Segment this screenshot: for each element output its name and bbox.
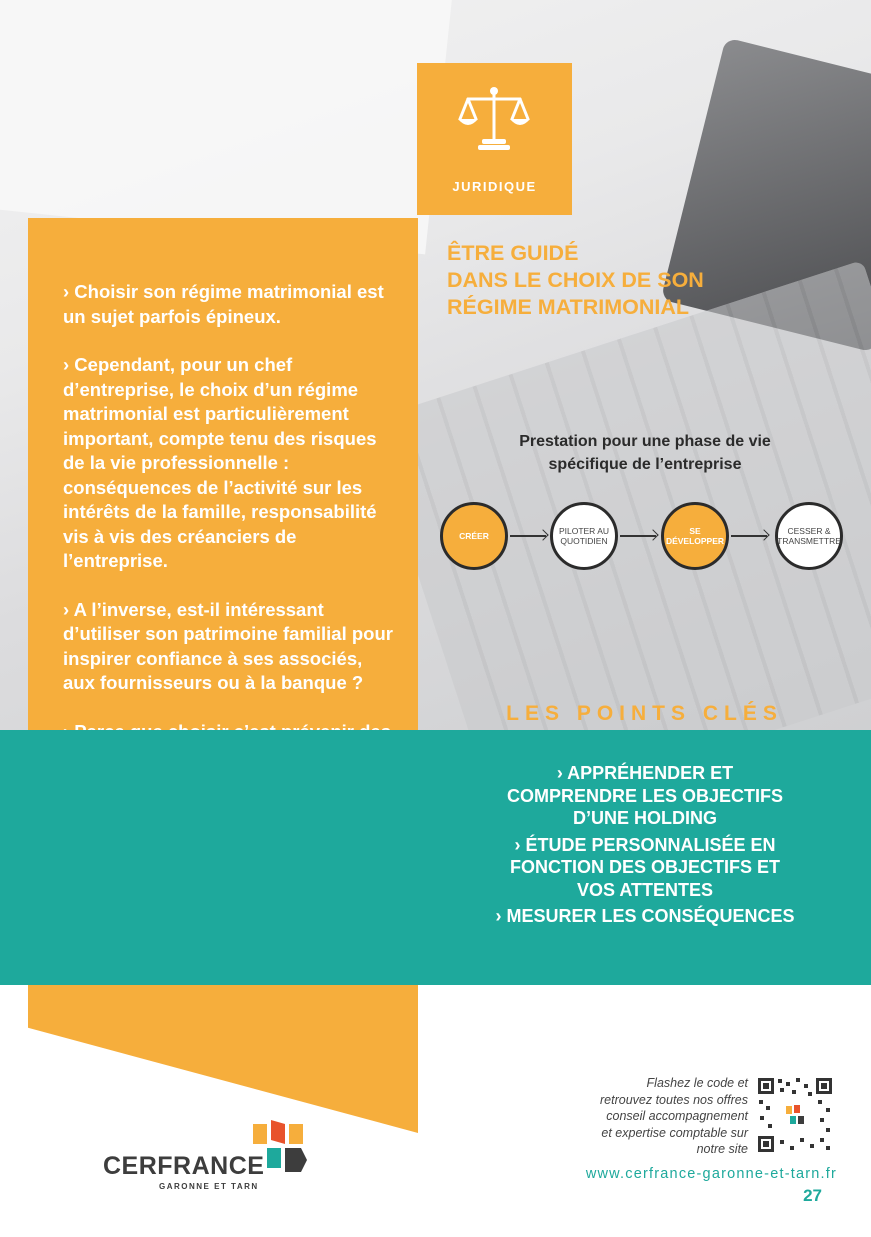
category-box	[417, 63, 572, 215]
phase-label: TRANSMETTRE	[777, 536, 841, 546]
phase-diagram	[440, 502, 850, 572]
phase-label: CESSER &	[787, 526, 831, 536]
phase-cesser	[775, 502, 843, 570]
key-points-list	[440, 762, 850, 932]
title-line: DANS LE CHOIX DE SON	[447, 268, 704, 292]
qr-instruction-line: retrouvez toutes nos offres	[600, 1092, 748, 1107]
background-laptop-keyboard	[368, 260, 871, 730]
page-title	[447, 240, 867, 321]
qr-instruction-line: notre site	[696, 1142, 748, 1156]
key-point	[440, 762, 850, 830]
background-paper	[0, 0, 452, 254]
category-label: JURIDIQUE	[452, 179, 537, 194]
key-points-title: LES POINTS CLÉS	[506, 702, 783, 725]
key-point	[440, 905, 850, 928]
phase-arrow	[620, 535, 656, 537]
prestation-line: spécifique de l’entreprise	[548, 456, 742, 473]
key-point-line: › MESURER LES CONSÉQUENCES	[495, 906, 795, 926]
phase-arrow	[510, 535, 546, 537]
key-point-line: › APPRÉHENDER ET	[556, 763, 734, 783]
key-point-line: FONCTION DES OBJECTIFS ET	[509, 857, 781, 877]
logo-name: CERFRANCE	[103, 1152, 265, 1180]
phase-label: SE	[689, 526, 701, 536]
prestation-heading	[445, 430, 845, 476]
phase-arrow	[731, 535, 767, 537]
key-point-line: D’UNE HOLDING	[573, 808, 717, 828]
page-number: 27	[803, 1186, 822, 1205]
key-point	[440, 834, 850, 902]
intro-paragraph: › A l’inverse, est-il intéressant d’utiliser son patrimoine familial pour inspirer confiance à ses associés, aux fournisseurs ou à la banque ?	[63, 598, 393, 693]
qr-code-icon[interactable]	[756, 1076, 834, 1154]
qr-instruction-line: Flashez le code et	[646, 1076, 748, 1090]
intro-paragraph: › Choisir son régime matrimonial est un sujet parfois épineux.	[63, 281, 384, 327]
key-point-line: COMPRENDRE LES OBJECTIFS	[506, 785, 784, 806]
logo-subtitle: GARONNE ET TARN	[159, 1182, 259, 1191]
title-line: ÊTRE GUIDÉ	[447, 241, 579, 265]
website-link[interactable]: www.cerfrance-garonne-et-tarn.fr	[585, 1166, 837, 1182]
prestation-line: Prestation pour une phase de vie	[519, 433, 771, 450]
scales-icon	[456, 81, 532, 157]
key-point-line: VOS ATTENTES	[576, 879, 713, 900]
phase-label: DÉVELOPPER	[665, 536, 725, 546]
qr-instructions	[540, 1075, 748, 1158]
title-line: RÉGIME MATRIMONIAL	[447, 295, 690, 319]
cerfrance-logo	[103, 1118, 318, 1198]
phase-label: PILOTER AU	[558, 526, 610, 536]
intro-paragraph: › Cependant, pour un chef d’entreprise, le choix d’un régime matrimonial est particulièrement important, compte tenu des risques de la vie professionnelle : conséquences de l’activité sur les intérêts de la famille, responsabilité vis à vis des créanciers de l’entreprise.	[63, 354, 377, 571]
key-point-line: › ÉTUDE PERSONNALISÉE EN	[514, 834, 776, 855]
qr-instruction-line: et expertise comptable sur	[601, 1125, 748, 1140]
phase-label: CRÉER	[459, 531, 489, 541]
phase-label: QUOTIDIEN	[560, 536, 608, 546]
phase-piloter	[550, 502, 618, 570]
qr-instruction-line: conseil accompagnement	[606, 1109, 748, 1123]
phase-developper	[661, 502, 729, 570]
phase-creer	[440, 502, 508, 570]
